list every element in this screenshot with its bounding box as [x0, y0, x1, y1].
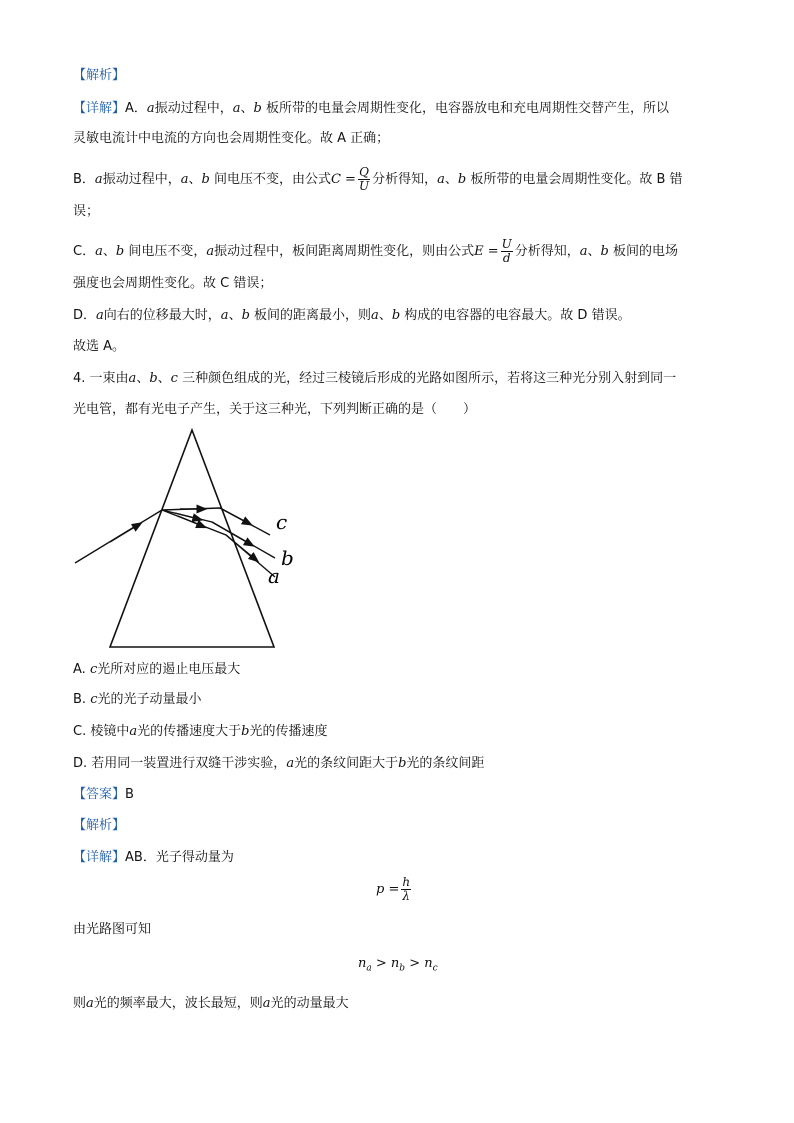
- text: C．: [73, 244, 96, 259]
- text: 、: [378, 308, 392, 323]
- paragraph-c-line2: 强度也会周期性变化。故 C 错误；: [73, 276, 273, 291]
- option-text: 光的条纹间距: [406, 756, 485, 771]
- answer-value: B: [125, 787, 134, 802]
- numerator: U: [501, 237, 512, 251]
- answer: [73, 785, 134, 805]
- var-a: a: [96, 308, 104, 323]
- text: 、: [102, 244, 116, 259]
- final-line: [73, 994, 349, 1014]
- n-a: n: [358, 956, 367, 971]
- paragraph-b-line1: [73, 166, 683, 193]
- text: 间电压不变，由公式: [209, 172, 331, 187]
- var-b: b: [398, 756, 407, 771]
- path-text: 由光路图可知: [73, 922, 152, 937]
- var-a: a: [262, 996, 271, 1011]
- text: 、: [136, 371, 150, 386]
- option-b: [73, 690, 202, 710]
- text: 、: [157, 371, 171, 386]
- formula-capacitance-lhs: C =: [330, 172, 356, 187]
- text: 4. 一束由: [73, 371, 129, 386]
- text: B．: [73, 172, 95, 187]
- text: 板所带的电量会周期性变化，电容器放电和充电周期性交替产生，所以: [261, 101, 669, 116]
- var-a: a: [86, 996, 94, 1011]
- denominator: U: [358, 179, 370, 193]
- question-4-stem-line2: 光电管，都有光电子产生，关于这三种光，下列判断正确的是（ ）: [73, 402, 477, 417]
- paragraph-c-line1: [73, 238, 678, 265]
- n-c-sub: c: [432, 963, 438, 974]
- answer-label: 【答案】: [73, 787, 126, 802]
- text: 、: [188, 172, 202, 187]
- text: 、: [240, 101, 254, 116]
- text: 分析得知，: [372, 172, 438, 187]
- formula-field-fraction: [501, 238, 513, 265]
- text: 向右的位移最大时，: [103, 308, 221, 323]
- text: 光的动量最大: [270, 996, 349, 1011]
- text: 、: [587, 244, 601, 259]
- var-a: a: [206, 244, 215, 259]
- text: 板间的电场: [608, 244, 679, 259]
- var-b: b: [253, 101, 262, 116]
- ray-b-arrow2: [212, 522, 250, 544]
- var-a: a: [128, 371, 137, 386]
- n-b-sub: b: [399, 963, 406, 974]
- var-c: c: [170, 371, 178, 386]
- formula-fraction: [401, 876, 411, 903]
- option-c: [73, 722, 328, 742]
- formula-refractive-index: [358, 956, 438, 974]
- var-a: a: [371, 308, 379, 323]
- option-text: 光的传播速度: [249, 724, 328, 739]
- ray-a: [162, 510, 275, 577]
- label-a: a: [268, 564, 280, 588]
- denominator: d: [502, 251, 511, 265]
- text: 振动过程中，: [154, 101, 233, 116]
- var-b: b: [600, 244, 609, 259]
- var-a: a: [94, 172, 103, 187]
- var-c: c: [90, 692, 98, 707]
- label-c: c: [276, 510, 288, 534]
- text: 板所带的电量会周期性变化。故 B 错: [466, 172, 683, 187]
- numerator: Q: [359, 165, 369, 179]
- incident-ray-arrow: [110, 525, 138, 542]
- text: 、: [444, 172, 458, 187]
- var-a: a: [286, 756, 295, 771]
- paragraph-a-line2: 灵敏电流计中电流的方向也会周期性变化。故 A 正确；: [73, 131, 390, 146]
- option-text: 光所对应的遏止电压最大: [97, 662, 241, 677]
- var-b: b: [149, 371, 158, 386]
- var-b: b: [391, 308, 401, 323]
- numerator: h: [402, 875, 411, 889]
- formula-field-lhs: E =: [474, 244, 499, 259]
- var-a: a: [232, 101, 241, 116]
- conclusion: 故选 A。: [73, 339, 126, 354]
- paragraph-b-line2: 误；: [73, 204, 100, 219]
- text: 、: [228, 308, 242, 323]
- text: AB．光子得动量为: [125, 850, 234, 865]
- option-prefix: D.: [73, 756, 88, 771]
- option-text: 若用同一装置进行双缝干涉实验，: [91, 756, 287, 771]
- analysis-header-1: 【解析】: [73, 68, 126, 83]
- var-b: b: [201, 172, 210, 187]
- text: 光的频率最大，波长最短，则: [93, 996, 263, 1011]
- option-prefix: A.: [73, 662, 86, 677]
- denominator: λ: [402, 889, 411, 903]
- option-text: 光的条纹间距大于: [294, 756, 399, 771]
- var-a: a: [579, 244, 588, 259]
- var-a: a: [220, 308, 229, 323]
- var-a: a: [95, 244, 103, 259]
- text: 板间的距离最小，则: [249, 308, 372, 323]
- option-a: [73, 660, 240, 680]
- text: 振动过程中，: [102, 172, 181, 187]
- detail-prefix-1: 【详解】: [73, 101, 126, 116]
- gt: >: [371, 956, 391, 971]
- option-prefix: B.: [73, 692, 87, 707]
- var-a: a: [129, 724, 138, 739]
- formula-lhs: p =: [376, 882, 400, 897]
- var-a: a: [437, 172, 445, 187]
- text: 构成的电容器的电容最大。故 D 错误。: [400, 308, 631, 323]
- question-4-stem-line1: [73, 369, 676, 389]
- detail-prefix-2: 【详解】: [73, 850, 126, 865]
- prism-triangle: [110, 430, 274, 647]
- option-text: 光的传播速度大于: [137, 724, 242, 739]
- var-b: b: [457, 172, 467, 187]
- detail-line: [73, 848, 234, 868]
- option-d: [73, 754, 484, 774]
- n-c: n: [424, 956, 433, 971]
- var-b: b: [241, 724, 250, 739]
- gt: >: [405, 956, 425, 971]
- var-c: c: [89, 662, 98, 677]
- text: 振动过程中，板间距离周期性变化，则由公式: [214, 244, 475, 259]
- prism-figure: [70, 425, 310, 655]
- paragraph-a-line1: [73, 99, 669, 119]
- n-b: n: [390, 956, 400, 971]
- label-b: b: [281, 546, 294, 570]
- var-a: a: [180, 172, 189, 187]
- formula-capacitance-fraction: [358, 166, 370, 193]
- text: 间电压不变，: [124, 244, 207, 259]
- option-text: 棱镜中: [90, 724, 130, 739]
- var-b: b: [115, 244, 125, 259]
- var-a: a: [146, 101, 155, 116]
- paragraph-d-line1: [73, 306, 631, 326]
- option-prefix: C.: [73, 724, 87, 739]
- var-b: b: [241, 308, 250, 323]
- text: 分析得知，: [514, 244, 580, 259]
- formula-momentum: [376, 876, 413, 903]
- option-text: 光的光子动量最小: [97, 692, 202, 707]
- text: 则: [73, 996, 87, 1011]
- text: D．: [73, 308, 97, 323]
- n-a-sub: a: [366, 963, 372, 974]
- analysis-header-2: 【解析】: [73, 818, 126, 833]
- text: 三种颜色组成的光，经过三棱镜后形成的光路如图所示，若将这三种光分别入射到同一: [177, 371, 677, 386]
- text: A．: [125, 101, 147, 116]
